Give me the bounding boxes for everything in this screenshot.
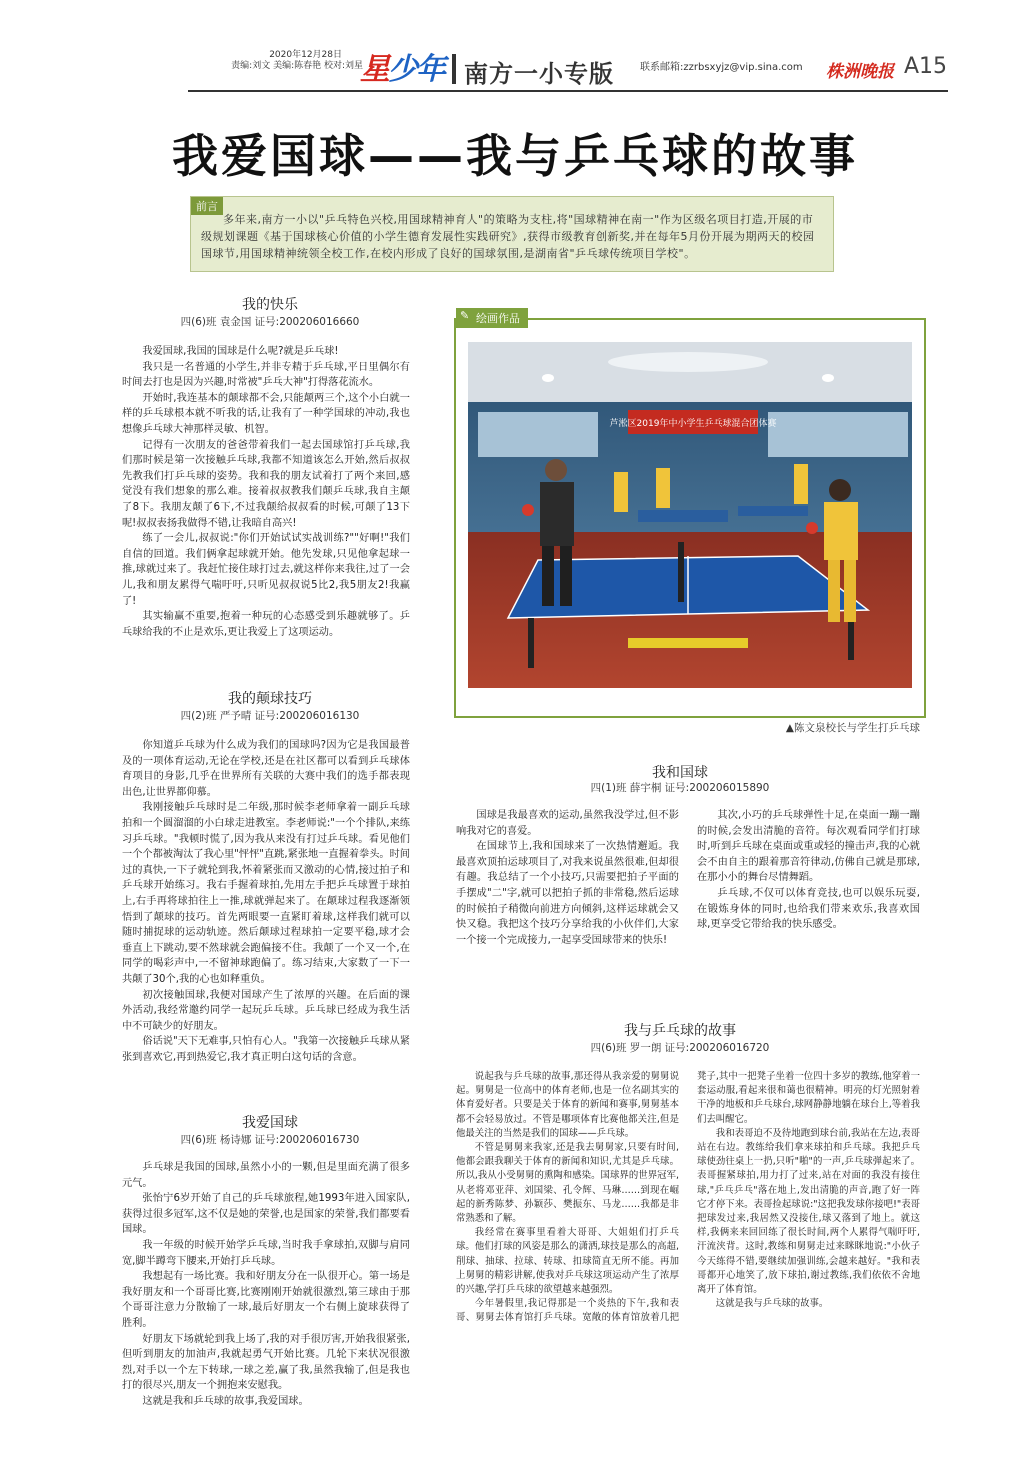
contact-email: 联系邮箱:zzrbsxyjz@vip.sina.com [640,62,803,73]
article-title: 我的颠球技巧 [228,691,312,707]
paragraph: 好朋友下场就轮到我上场了,我的对手很厉害,开始我很紧张,但听到朋友的加油声,我就起勇气开始比赛。几轮下来状况很激烈,对手以一个左下转球,一球之差,赢了我,虽然我输了,但是我也打的很尽兴,朋友一个拥抱来安慰我。 [122,1333,410,1392]
paragraph: 练了一会儿,叔叔说:"你们开始试试实战训练?""好啊!"我们自信的回道。我们俩拿起球就开始。他先发球,只见他拿起球一推,球就过来了。我赶忙接住球打过去,就这样你来我往,过了一会儿,我和朋友累得气喘吁吁,只听见叔叔说5比2,我5朋友2!我赢了! [122,533,410,607]
paragraph: 开始时,我连基本的颠球都不会,只能颠两三个,这个小白就一样的乒乓球根本就不听我的话,让我有了一种学国球的冲动,我也想像乒乓球大神那样灵敏、机智。 [122,392,410,435]
paragraph: 不管是舅舅来我家,还是我去舅舅家,只要有时间,他都会跟我聊关于体育的新闻和知识,尤其是乒乓球。所以,我从小受舅舅的熏陶和感染。国球界的世界冠军,从老将邓亚萍、刘国梁、孔令辉、马琳……到现在崛起的新秀陈梦、孙颖莎、樊振东、马龙……我都是非常熟悉和了解。 [456,1142,679,1225]
paragraph: 初次接触国球,我便对国球产生了浓厚的兴趣。在后面的课外活动,我经常邀约同学一起玩乒乓球。乒乓球已经成为我生活中不可缺少的好朋友。 [122,989,410,1032]
paragraph: 乒乓球是我国的国球,虽然小小的一颗,但是里面充满了很多元气。 [122,1162,410,1189]
editor-credits: 责编:刘文 美编:陈春艳 校对:刘星 [231,61,363,71]
paragraph: 其实输赢不重要,抱着一种玩的心态感受到乐趣就够了。乒乓球给我的不止是欢乐,更让我爱上了这项运动。 [122,611,410,638]
issue-date: 2020年12月28日 [269,50,342,60]
article-body [456,1070,920,1430]
article-body [122,1160,410,1410]
paragraph: 国球是我最喜欢的运动,虽然我没学过,但不影响我对它的喜爱。 [456,810,679,837]
preface-tag: 前言 [191,197,223,215]
article-title: 我与乒乓球的故事 [624,1023,736,1039]
article-byline: 四(2)班 严予晴 证号:200206016130 [180,710,360,722]
paragraph: 我刚接触乒乓球时是二年级,那时候李老师拿着一副乒乓球拍和一个圆溜溜的小白球走进教室。李老师说:"一个个排队,来练习乒乓球。"我顿时慌了,因为我从来没有打过乒乓球。看见他们一个个都被淘汰了我心里"怦怦"直跳,紧张地一直握着拳头。时间过的真快,一下子就轮到我,怀着紧张而又激动的心情,接过拍子和乒乓球开始练习。我右手握着球拍,先用左手把乒乓球置于球拍上,右手再将球拍往上一推,球就弹起来了。在颠球过程我逐渐领悟到了颠球的技巧。首先两眼要一直紧盯着球,这样我们就可以随时捕捉球的运动轨迹。然后颠球过程球拍一定要平稳,球才会垂直上下跳动,要不然球就会跑偏接不住。我颠了一个又一个,在同学的喝彩声中,一不留神球跑偏了。练习结束,大家数了一下一共颠了30个,我的心也如释重负。 [122,802,410,985]
photo-caption: ▲陈文泉校长与学生打乒乓球 [785,722,920,734]
picture-frame [454,309,926,718]
paragraph: 我和表哥迫不及待地跑到球台前,我站在左边,表哥站在右边。教练给我们拿来球拍和乒乓球。我把乒乓球使劲往桌上一扔,只听"啪"的一声,乒乓球弹起来了。表哥握紧球拍,用力打了过来,站在对面的我没有接住球,"乒乓乒乓"落在地上,发出清脆的声音,跑了好一阵它才停下来。表哥捡起球说:"这把我发球你接吧!"表哥把球发过来,我居然又没接住,球又落到了地上。就这样,我俩来来回回练了很长时间,两个人累得气喘吁吁,汗流浃背。这时,教练和舅舅走过来眯眯地说:"小伙子今天练得不错,要继续加强训练,会越来越好。"我和表哥都开心地笑了,放下球拍,谢过教练,我们依依不舍地离开了体育馆。 [697,1127,920,1296]
paper-name: 株洲晚报 [826,62,894,82]
banner-text: 芦淞区2019年中小学生乒乓球混合团体赛 [609,419,777,429]
paragraph: 这就是我与乒乓球的故事。 [715,1298,829,1310]
pencil-icon: ✎ [460,309,470,322]
paragraph: 我爱国球,我国的国球是什么呢?就是乒乓球! [142,346,339,357]
article-title: 我爱国球 [242,1115,298,1131]
paragraph: 这就是我和乒乓球的故事,我爱国球。 [142,1395,309,1407]
article-byline: 四(6)班 杨诗娜 证号:200206016730 [180,1134,360,1146]
article-byline: 四(6)班 罗一朗 证号:200206016720 [590,1042,770,1054]
photo-illustration [468,342,912,688]
article-body [122,738,410,1065]
paragraph: 俗话说"天下无难事,只怕有心人。"我第一次接触乒乓球从紧张到喜欢它,再到热爱它,我才真正明白这句话的含意。 [122,1036,410,1063]
preface-box [190,196,834,272]
picture-tag: 绘画作品 [456,308,528,328]
page-title: 我爱国球——我与乒乓球的故事 [172,129,858,183]
article-title: 我的快乐 [242,297,298,313]
article-byline: 四(6)班 袁金国 证号:200206016660 [180,316,360,328]
paragraph: 说起我与乒乓球的故事,那还得从我亲爱的舅舅说起。舅舅是一位高中的体育老师,也是一位名副其实的体育爱好者。只要是关于体育的新闻和赛事,舅舅基本都不会轻易放过。不管是哪项体育比赛他都关注,但是他最关注的当然是我们的国球——乒乓球。 [456,1071,679,1139]
paragraph: 你知道乒乓球为什么成为我们的国球吗?因为它是我国最普及的一项体育运动,无论在学校,还是在社区都可以看到乒乓球体育项目的身影,几乎在世界所有关联的大赛中我们的选手都表现出色,让世界都仰慕。 [122,740,410,798]
paragraph: 其次,小巧的乒乓球弹性十足,在桌面一蹦一蹦的时候,会发出清脆的音符。每次观看同学们打球时,听到乒乓球在桌面或重或轻的撞击声,我的心就会不由自主的跟着那音符律动,仿佛自己就是那球,在那小小的舞台尽情舞蹈。 [697,810,920,884]
paragraph: 在国球节上,我和国球来了一次热情邂逅。我最喜欢顶拍运球项目了,对我来说虽然很难,但却很有趣。我总结了一个小技巧,只需要把拍子平面的手摆成"二"字,就可以把拍子抓的非常稳,然后运球的时候拍子稍微向前进方向倾斜,这样运球就会又快又稳。我把这个技巧分享给我的小伙伴们,大家一个接一个完成接力,一起享受国球带来的快乐! [456,841,679,946]
header-divider [452,54,456,84]
preface-text: 多年来,南方一小以"乒乓特色兴校,用国球精神育人"的策略为支柱,将"国球精神在南一"作为区级名项目打造,开展的市级规划课题《基于国球核心价值的小学生德育发展性实践研究》,获得市级教育创新奖,并在每年5月份开展为期两天的校园国球节,用国球精神统领全校工作,在校内形成了良好的国球氛围,是湖南省"乒乓球传统项目学校"。 [201,213,815,260]
paragraph: 乒乓球,不仅可以体育竞技,也可以娱乐玩耍,在锻炼身体的同时,也给我们带来欢乐,我喜欢国球,更享受它带给我的快乐感受。 [697,887,920,931]
paragraph: 张怡宁6岁开始了自己的乒乓球旅程,她1993年进入国家队,获得过很多冠军,这不仅是她的荣誉,也是国家的荣誉,我们都要看国球。 [122,1193,410,1236]
paragraph: 记得有一次朋友的爸爸带着我们一起去国球馆打乒乓球,我们那时候是第一次接触乒乓球,我都不知道该怎么开始,然后叔叔先教我们打乒乓球的姿势。我和我的朋友试着打了两个来回,感觉没有我们想象的那么难。接着叔叔教我们颠乒乓球,我自主颠了8下。我朋友颠了6下,不过我颠给叔叔看的时候,可颠了13下呢!叔叔表扬我做得不错,让我暗自高兴! [122,439,410,529]
paragraph: 我想起有一场比赛。我和好朋友分在一队很开心。第一场是我好朋友和一个哥哥比赛,比赛刚刚开始就很激烈,第三球由于那个哥哥注意力分散输了一球,最后好朋友一个右侧上旋球获得了胜利。 [122,1271,410,1329]
paragraph: 我一年级的时候开始学乒乓球,当时我手拿球拍,双脚与肩同宽,脚半蹲弯下腰来,开始打乒乓球。 [122,1239,410,1267]
paragraph: 我只是一名普通的小学生,并非专精于乒乓球,平日里偶尔有时间去打也是因为兴趣,时常被"乒乓大神"打得落花流水。 [122,361,410,389]
table-tennis-photo [468,342,912,688]
page-number: A15 [904,54,948,79]
paragraph: 今年暑假里,我记得那是一个炎热的下午,我和表哥、舅舅去体育馆打乒乓球。宽敞的体育馆放着几把凳子,其中一把凳子坐着一位四十多岁的教练,他穿着一套运动服,看起来很和蔼也很精神。明亮的灯光照射着干净的地板和乒乓球台,球网静静地躺在球台上,等着我们去叫醒它。 [456,1071,920,1324]
article-byline: 四(1)班 薛宇桐 证号:200206015890 [590,782,770,794]
paragraph: 我经常在赛事里看着大哥哥、大姐姐们打乒乓球。他们打球的风姿是那么的潇洒,球技是那么的高超,削球、抽球、拉球、转球、扣球简直无所不能。再加上舅舅的精彩讲解,使我对乒乓球这项运动产生了浓厚的兴趣,学打乒乓球的欲望越来越强烈。 [456,1227,679,1296]
section-name: 南方一小专版 [464,60,614,88]
logo-sub: 少年 [388,52,444,87]
logo-main: 星 [360,52,388,87]
header-rule [188,90,948,92]
article-body [122,344,410,640]
article-body [456,808,920,1036]
xingshaonian-logo [360,44,444,88]
article-title: 我和国球 [652,765,708,781]
